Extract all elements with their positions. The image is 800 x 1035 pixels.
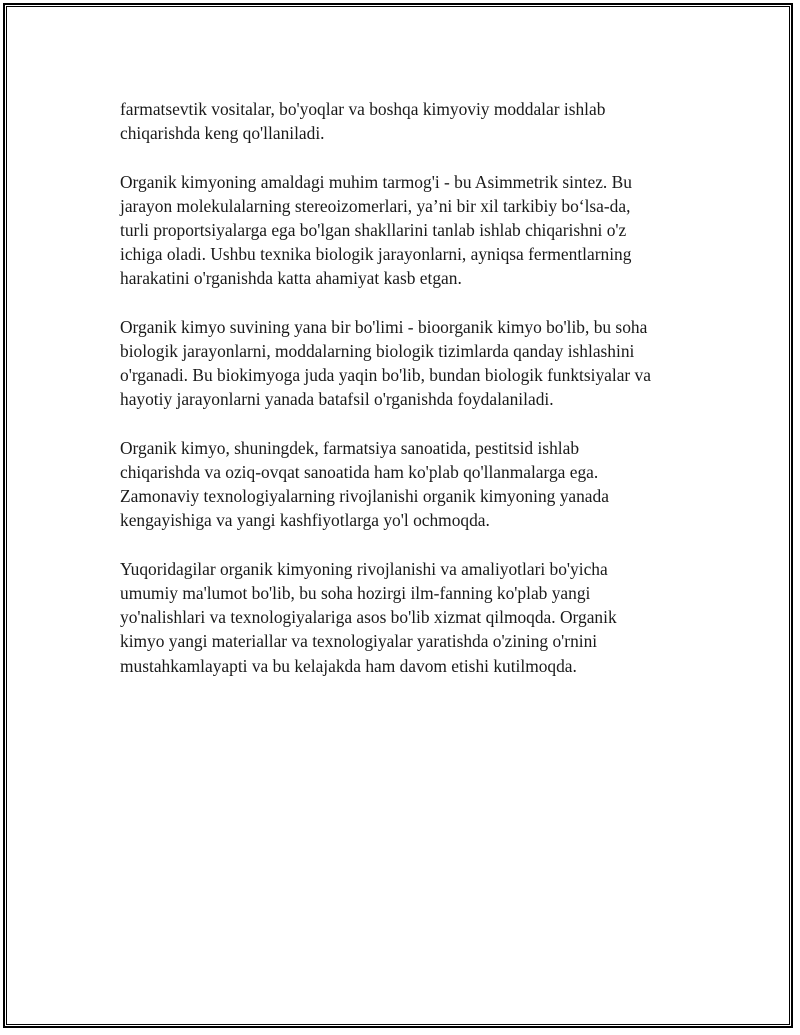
text-line: biologik jarayonlarni, moddalarning biologik tizimlarda qanday ishlashini: [120, 341, 635, 361]
document-body: [120, 97, 680, 702]
paragraph-1: [120, 97, 680, 145]
text-line: umumiy ma'lumot bo'lib, bu soha hozirgi ilm-fanning ko'plab yangi: [120, 583, 591, 603]
text-line: o'rganadi. Bu biokimyoga juda yaqin bo'lib, bundan biologik funktsiyalar va: [120, 365, 651, 386]
text-line: Zamonaviy texnologiyalarning rivojlanishi organik kimyoning yanada: [120, 486, 609, 507]
text-line: Organik kimyoning amaldagi muhim tarmog'i - bu Asimmetrik sintez. Bu: [120, 171, 632, 192]
text-line: hayotiy jarayonlarni yanada batafsil o'rganishda foydalaniladi.: [120, 389, 554, 410]
text-line: mustahkamlayapti va bu kelajakda ham davom etishi kutilmoqda.: [120, 655, 577, 676]
text-line: yo'nalishlari va texnologiyalariga asos bo'lib xizmat qilmoqda. Organik: [120, 607, 617, 628]
text-line: jarayon molekulalarning stereoizomerlari, ya’ni bir xil tarkibiy bo‘lsa-da,: [120, 195, 631, 216]
text-line: turli proportsiyalarga ega bo'lgan shakllarini tanlab ishlab chiqarishni o'z: [120, 220, 627, 240]
text-line: chiqarishda va oziq-ovqat sanoatida ham ko'plab qo'llanmalarga ega.: [120, 462, 599, 482]
text-line: Organik kimyo suvining yana bir bo'limi - bioorganik kimyo bo'lib, bu soha: [120, 316, 648, 337]
text-line: Yuqoridagilar organik kimyoning rivojlanishi va amaliyotlari bo'yicha: [120, 558, 608, 579]
paragraph-4: [120, 436, 680, 533]
text-line: kimyo yangi materiallar va texnologiyalar yaratishda o'zining o'rnini: [120, 631, 598, 652]
document-page: [3, 3, 793, 1028]
text-line: farmatsevtik vositalar, bo'yoqlar va boshqa kimyoviy moddalar ishlab: [120, 99, 606, 119]
text-line: kengayishiga va yangi kashfiyotlarga yo'l ochmoqda.: [120, 510, 490, 531]
text-line: harakatini o'rganishda katta ahamiyat kasb etgan.: [120, 268, 462, 289]
paragraph-2: [120, 170, 680, 291]
paragraph-5: [120, 557, 680, 678]
paragraph-3: [120, 315, 680, 412]
text-line: ichiga oladi. Ushbu texnika biologik jarayonlarni, ayniqsa fermentlarning: [120, 244, 632, 265]
text-line: chiqarishda keng qo'llaniladi.: [120, 123, 325, 144]
text-line: Organik kimyo, shuningdek, farmatsiya sanoatida, pestitsid ishlab: [120, 437, 580, 458]
